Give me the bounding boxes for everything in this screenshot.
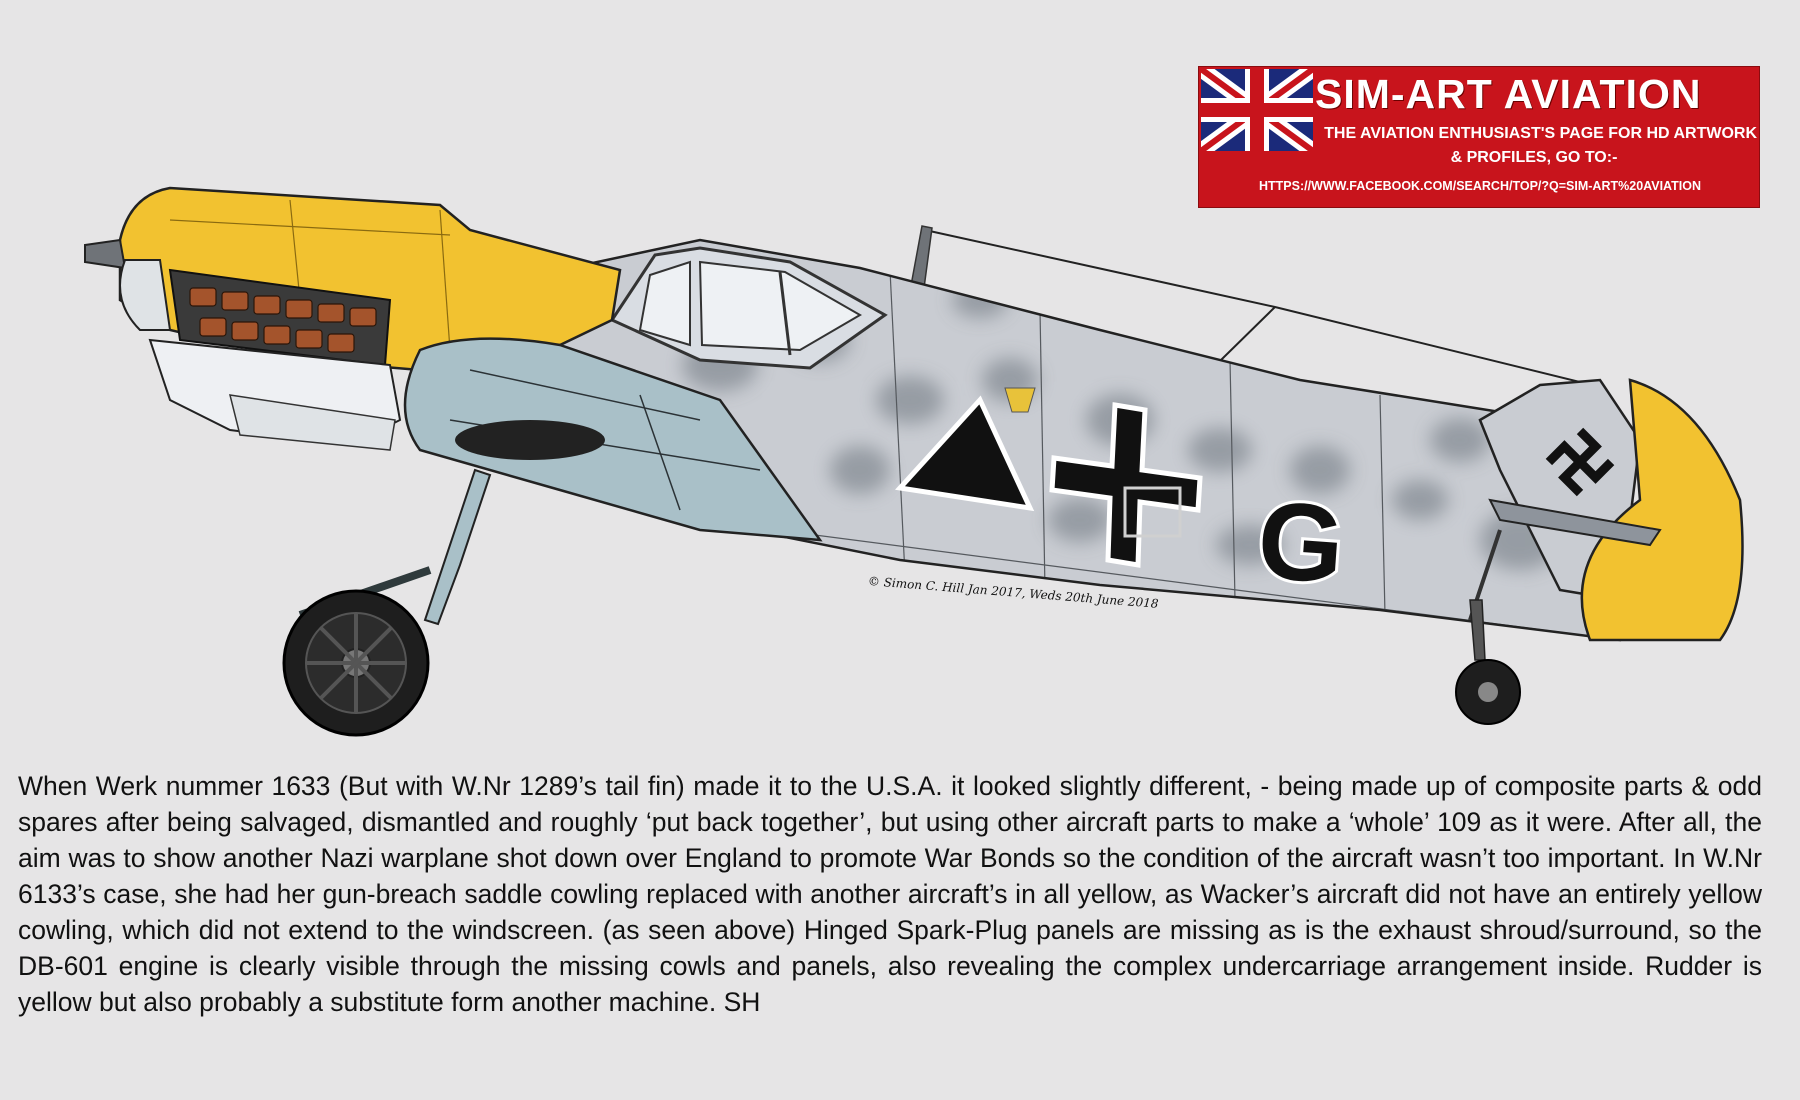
banner-subtitle-line1: THE AVIATION ENTHUSIAST'S PAGE FOR HD ARTWORK: [1324, 125, 1757, 142]
spinner: [85, 240, 125, 268]
sim-art-banner[interactable]: [1198, 66, 1760, 208]
fuselage-letter: G: [1253, 478, 1348, 607]
main-gear-leg: [425, 470, 490, 624]
artist-credit: © Simon C. Hill Jan 2017, Weds 20th June 2018: [867, 574, 1159, 611]
banner-title: SIM-ART AVIATION: [1315, 71, 1702, 117]
union-jack-icon: [1201, 69, 1313, 151]
description-caption: When Werk nummer 1633 (But with W.Nr 1289’s tail fin) made it to the U.S.A. it looked slightly different, - being made up of composite parts & odd spares after being salvaged, dismantled and roughly ‘put back together’, but using other aircraft parts to make a ‘whole’ 109 as it were. After all, the aim was to show another Nazi warplane shot down over England to promote War Bonds so the condition of the aircraft wasn’t too important. In W.Nr 6133’s case, she had her gun-breach saddle cowling replaced with another aircraft’s in all yellow, as Wacker’s aircraft did not have an entirely yellow cowling, which did not extend to the windscreen. (as seen above) Hinged Spark-Plug panels are missing as is the exhaust shroud/surround, so the DB-601 engine is clearly visible through the missing cowls and panels, also revealing the complex undercarriage arrangement inside. Rudder is yellow but also probably a substitute form another machine. SH: [18, 771, 1762, 1017]
wheel-well: [455, 420, 605, 460]
banner-subtitle-line2: & PROFILES, GO TO:-: [1450, 149, 1618, 166]
banner-url-link[interactable]: HTTPS://WWW.FACEBOOK.COM/SEARCH/TOP/?Q=SIM-ART%20AVIATION: [1258, 179, 1702, 193]
